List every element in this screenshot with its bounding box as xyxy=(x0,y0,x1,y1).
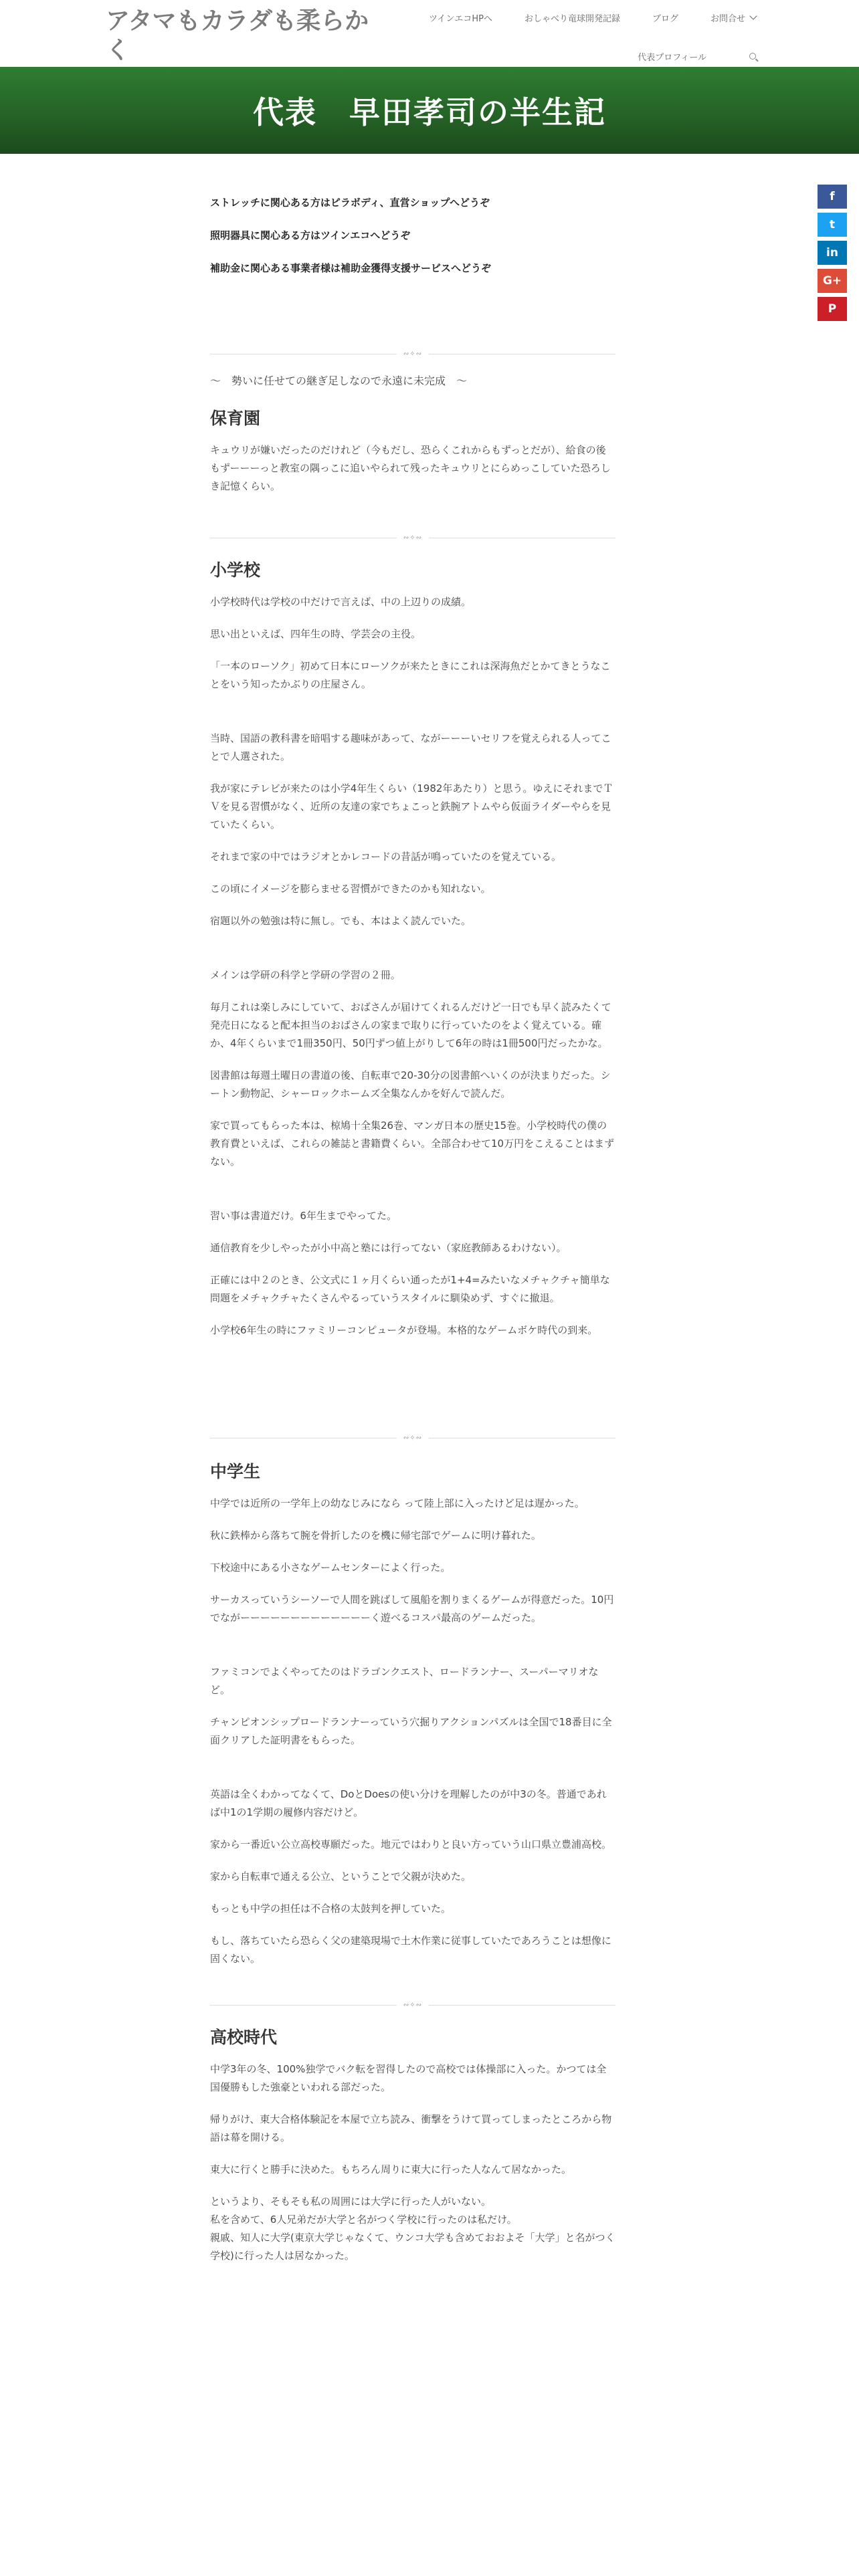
paragraph: もっとも中学の担任は不合格の太鼓判を押していた。 xyxy=(210,1903,452,1915)
ornament-icon: ∾✧∾ xyxy=(397,533,429,544)
paragraph: 習い事は書道だけ。6年生までやってた。 xyxy=(210,1210,397,1222)
paragraph: 小学校時代は学校の中だけで言えば、中の上辺りの成績。 xyxy=(210,596,472,608)
section-divider xyxy=(210,2000,615,2011)
twitter-icon: t xyxy=(829,218,836,231)
facebook-share-button[interactable] xyxy=(818,185,847,209)
nav-row-primary xyxy=(408,8,756,27)
nav-row-secondary xyxy=(408,47,756,66)
heading-junior-high: 中学生 xyxy=(210,1462,261,1481)
nav-label: おしゃべり竜球開発記録 xyxy=(524,13,620,24)
paragraph: 宿題以外の勉強は特に無し。でも、本はよく読んでいた。 xyxy=(210,915,472,927)
paragraph: 英語は全くわかってなくて、DoとDoesの使い分けを理解したのが中3の冬。普通であれば中1の1学期の履修内容だけど。 xyxy=(210,1788,607,1818)
paragraph: 正確には中２のとき、公文式に１ヶ月くらい通ったが1+4=みたいなメチャクチャ簡単な問題をメチャクチャたくさんやるっていうスタイルに馴染めず、すぐに撤退。 xyxy=(210,1274,610,1304)
site-title[interactable]: アタマもカラダも柔らかく xyxy=(106,7,369,64)
paragraph: メインは学研の科学と学研の学習の２冊。 xyxy=(210,969,401,981)
paragraph: 当時、国語の教科書を暗唱する趣味があって、ながーーーいセリフを覚えられる人ってことで人選された。 xyxy=(210,732,611,762)
paragraph: 中学では近所の一学年上の幼なじみになら って陸上部に入ったけど足は遅かった。 xyxy=(210,1497,585,1509)
nav-label: 代表プロフィール xyxy=(638,52,706,63)
heading-elementary: 小学校 xyxy=(210,560,261,580)
nav-link-twineco[interactable] xyxy=(429,11,492,24)
section-divider xyxy=(210,533,615,544)
paragraph: 家から自転車で通える公立、ということで父親が決めた。 xyxy=(210,1870,472,1883)
nav-link-profile[interactable] xyxy=(638,50,706,63)
page-title: 代表 早田孝司の半生記 xyxy=(253,94,606,130)
paragraph: 帰りがけ、東大合格体験記を本屋で立ち読み、衝撃をうけて買ってしまったところから物語は幕を開ける。 xyxy=(210,2113,612,2143)
paragraph: サーカスっていうシーソーで人間を跳ばして風船を割りまくるゲームが得意だった。10円でながーーーーーーーーーーーーーく遊べるコスパ最高のゲームだった。 xyxy=(210,1594,614,1624)
linkedin-icon: in xyxy=(826,246,838,259)
paragraph: もし、落ちていたら恐らく父の建築現場で土木作業に従事していたであろうことは想像に固くない。 xyxy=(210,1935,611,1965)
paragraph: 秋に鉄棒から落ちて腕を骨折したのを機に帰宅部でゲームに明け暮れた。 xyxy=(210,1529,541,1541)
notice-pilabody-link[interactable]: ストレッチに関心ある方はピラボディ、直営ショップへどうぞ xyxy=(210,197,490,209)
googleplus-share-button[interactable] xyxy=(818,269,847,293)
paragraph: この頃にイメージを膨らませる習慣ができたのかも知れない。 xyxy=(210,883,491,895)
section-divider xyxy=(210,1433,615,1444)
ornament-icon: ∾✧∾ xyxy=(397,349,429,360)
pinterest-icon: P xyxy=(828,302,837,316)
paragraph: 「一本のローソク」初めて日本にローソクが来たときにこれは深海魚だとかてきとうなことをいう知ったかぶりの庄屋さん。 xyxy=(210,660,611,690)
site-header xyxy=(0,0,859,67)
pinterest-share-button[interactable] xyxy=(818,297,847,321)
hero-banner xyxy=(0,67,859,154)
article-content xyxy=(210,195,615,2279)
search-icon[interactable] xyxy=(749,53,756,60)
paragraph: チャンピオンシップロードランナーっていう穴掘りアクションパズルは全国で18番目に全面クリアした証明書をもらった。 xyxy=(210,1716,612,1746)
paragraph: 思い出といえば、四年生の時、学芸会の主役。 xyxy=(210,628,421,640)
paragraph: 中学3年の冬、100%独学でバク転を習得したので高校では体操部に入った。かつては全国優勝もした強豪といわれる部だった。 xyxy=(210,2063,607,2093)
paragraph: ファミコンでよくやってたのはドラゴンクエスト、ロードランナー、スーパーマリオなど。 xyxy=(210,1666,599,1696)
paragraph: それまで家の中ではラジオとかレコードの昔話が鳴っていたのを覚えている。 xyxy=(210,851,562,863)
paragraph: というより、そもそも私の周囲には大学に行った人がいない。 xyxy=(210,2195,492,2208)
article-subtitle: ～ 勢いに任せての継ぎ足しなので永遠に未完成 ～ xyxy=(210,374,468,387)
main-nav xyxy=(408,8,756,66)
googleplus-icon: G+ xyxy=(822,274,842,288)
paragraph: 下校途中にある小さなゲームセンターによく行った。 xyxy=(210,1562,451,1574)
chevron-down-icon xyxy=(749,12,757,19)
paragraph: 私を含めて、6人兄弟だが大学と名がつく学校に行ったのは私だけ。 xyxy=(210,2214,517,2226)
notice-twineco-link[interactable]: 照明器具に関心ある方はツインエコへどうぞ xyxy=(210,229,411,241)
section-divider xyxy=(210,349,615,360)
nav-label: お問合せ xyxy=(710,13,745,24)
nav-link-contact[interactable] xyxy=(710,11,756,24)
paragraph: 家で買ってもらった本は、椋鳩十全集26巻、マンガ日本の歴史15巻。小学校時代の僕の教育費といえば、これらの雑誌と書籍費くらい。全部合わせて10万円をこえることはまずない。 xyxy=(210,1119,615,1168)
social-share-bar xyxy=(818,185,847,325)
paragraph: 親戚、知人に大学(東京大学じゃなくて、ウンコ大学も含めておおよそ「大学」と名がつく学校)に行った人は居なかった。 xyxy=(210,2232,615,2262)
paragraph: 通信教育を少しやったが小中高と塾には行ってない（家庭教師あるわけない）。 xyxy=(210,1242,567,1254)
heading-nursery: 保育園 xyxy=(210,409,261,428)
nav-link-ryukyu-dev[interactable] xyxy=(524,11,620,24)
paragraph: キュウリが嫌いだったのだけれど（今もだし、恐らくこれからもずっとだが）、給食の後もずーーーっと教室の隅っこに追いやられて残ったキュウリとにらめっこしていた恐ろしき記憶くらい。 xyxy=(210,444,611,492)
paragraph: 我が家にテレビが来たのは小学4年生くらい（1982年あたり）と思う。ゆえにそれまでＴＶを見る習慣がなく、近所の友達の家でちょこっと鉄腕アトムやら仮面ライダーやらを見ていたくらい。 xyxy=(210,782,613,831)
notice-subsidy-link[interactable]: 補助金に関心ある事業者様は補助金獲得支援サービスへどうぞ xyxy=(210,262,492,274)
nav-label: ブログ xyxy=(652,13,678,24)
nav-label: ツインエコHPへ xyxy=(428,13,492,24)
paragraph: 小学校6年生の時にファミリーコンピュータが登場。本格的なゲームボケ時代の到来。 xyxy=(210,1324,598,1336)
paragraph: 図書館は毎週土曜日の書道の後、自転車で20-30分の図書館へいくのが決まりだった。シートン動物記、シャーロックホームズ全集なんかを好んで読んだ。 xyxy=(210,1069,611,1099)
linkedin-share-button[interactable] xyxy=(818,241,847,265)
ornament-icon: ∾✧∾ xyxy=(397,2000,429,2011)
nav-link-blog[interactable] xyxy=(652,11,678,24)
paragraph: 東大に行くと勝手に決めた。もちろん周りに東大に行った人なんて居なかった。 xyxy=(210,2163,572,2175)
facebook-icon: f xyxy=(830,190,835,203)
ornament-icon: ∾✧∾ xyxy=(397,1433,429,1444)
heading-high-school: 高校時代 xyxy=(210,2028,278,2047)
paragraph: 毎月これは楽しみにしていて、おばさんが届けてくれるんだけど一日でも早く読みたくて発売日になると配本担当のおばさんの家まで取りに行っていたのをよく覚えている。確か、4年くらいまで1冊350円、50円ずつ値上がりして6年の時は1冊500円だったかな。 xyxy=(210,1001,611,1049)
twitter-share-button[interactable] xyxy=(818,213,847,237)
paragraph: 家から一番近い公立高校専願だった。地元ではわりと良い方っていう山口県立豊浦高校。 xyxy=(210,1838,612,1850)
